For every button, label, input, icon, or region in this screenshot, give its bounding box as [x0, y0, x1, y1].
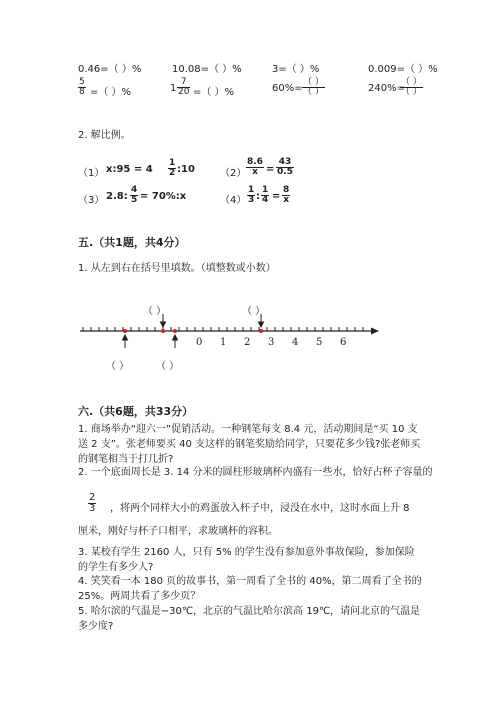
fill-item-8: 240%= — [368, 83, 405, 94]
fill-item-6: =（ ）% — [193, 87, 235, 98]
up-arrow-head-icon — [123, 335, 128, 340]
problem-2-label: （2） — [220, 168, 247, 179]
section-6-title: 六.（共6题，共33分） — [78, 405, 194, 418]
top-blank-1: （ ） — [143, 306, 167, 317]
problem-4-colon: : — [256, 191, 260, 202]
red-point — [123, 329, 127, 333]
section-5-title: 五.（共1题，共4分） — [78, 236, 186, 249]
tick-label-3: 3 — [268, 337, 275, 348]
tick-label-2: 2 — [244, 337, 251, 348]
fill-item-5: =（ ）% — [90, 87, 132, 98]
fraction-5-8: $\frac{5}{8}$ — [79, 77, 85, 97]
red-point — [173, 329, 177, 333]
up-arrow-head-icon — [173, 335, 178, 340]
problem-3-label: （3） — [78, 195, 105, 206]
fraction-7-20: $\frac{7}{20}$ — [178, 77, 190, 97]
bottom-blank-1: （ ） — [106, 361, 130, 372]
question-2-fraction: $\frac{2}{3}$ — [89, 492, 96, 514]
problem-4-fraction-1: $\frac{1}{3}$ — [248, 185, 255, 205]
section-6-question-5: 5. 哈尔滨的气温是−30℃，北京的气温比哈尔滨高 19℃，请问北京的气温是多少度? — [78, 606, 421, 632]
problem-2-fraction-2: $\frac{43}{0.5}$ — [277, 157, 293, 177]
tick-label-0: 0 — [196, 337, 203, 348]
bottom-blank-2: （ ） — [156, 361, 180, 372]
section-6-question-3: 3. 某校有学生 2160 人，只有 5% 的学生没有参加意外事故保险，参加保险的学生有多少人? — [78, 547, 415, 573]
down-arrow-head-icon — [161, 322, 166, 327]
problem-2-eq: = — [266, 164, 275, 175]
tick-label-4: 4 — [292, 337, 299, 348]
section-6-question-2-line-1: 2. 一个底面周长是 3. 14 分米的圆柱形玻璃杯内盛有一些水，恰好占杯子容量的 — [78, 467, 433, 478]
tick-label-1: 1 — [220, 337, 227, 348]
mixed-whole: 1 — [170, 83, 177, 94]
tick-label-5: 5 — [316, 337, 323, 348]
down-arrow-head-icon — [259, 322, 264, 327]
problem-4-fraction-3: $\frac{8}{x}$ — [283, 185, 290, 205]
fraction-blank-2: （ ） （ ） — [401, 77, 422, 97]
problem-2-fraction-1: $\frac{8.6}{x}$ — [247, 157, 263, 177]
problem-1-post: :10 — [177, 164, 195, 175]
problem-3-fraction: $\frac{4}{5}$ — [131, 185, 138, 205]
fill-item-2: 10.08=（ ）% — [172, 64, 242, 75]
problem-4-eq: = — [272, 191, 281, 202]
fraction-blank-1: （ ） （ ） — [303, 77, 324, 97]
red-point — [259, 329, 263, 333]
fill-item-1: 0.46=（ ）% — [78, 64, 142, 75]
problem-1-pre: x:95 = 4 — [106, 164, 153, 175]
problem-1-fraction: $\frac{1}{2}$ — [169, 158, 176, 178]
tick-label-6: 6 — [340, 337, 347, 348]
problem-3-pre: 2.8: — [106, 191, 128, 202]
problem-4-label: （4） — [220, 195, 247, 206]
fill-item-4: 0.009=（ ）% — [368, 64, 438, 75]
section-6-question-2-line-2: ，将两个同样大小的鸡蛋放入杯子中，浸没在水中，这时水面上升 8 — [110, 503, 410, 514]
problem-4-fraction-2: $\frac{1}{4}$ — [262, 185, 269, 205]
fill-item-7: 60%= — [272, 83, 303, 94]
problem-1-label: （1） — [78, 168, 105, 179]
number-line-arrow-icon — [371, 328, 379, 335]
fill-item-3: 3=（ ）% — [272, 64, 320, 75]
top-blank-2: （ ） — [242, 306, 266, 317]
red-point — [161, 329, 165, 333]
section-5-question-1: 1. 从左到右在括号里填数。（填整数或小数） — [78, 263, 276, 274]
section-6-question-1: 1. 商场举办“迎六一”促销活动。一种钢笔每支 8.4 元，活动期间是“买 10 支送 2 支”。张老师要买 40 支这样的钢笔奖励给同学，只要花多少钱?张老师买的钢笔相当于打几折? — [78, 424, 421, 465]
question-2-title: 2. 解比例。 — [78, 130, 131, 141]
section-6-question-4: 4. 笑笑看一本 180 页的故事书，第一周看了全书的 40%，第二周看了全书的 25%。两周共看了多少页？ — [78, 576, 422, 602]
section-6-question-2-line-3: 厘米，刚好与杯子口相平，求玻璃杯的容积。 — [78, 526, 278, 537]
problem-3-post: = 70%:x — [140, 191, 187, 202]
